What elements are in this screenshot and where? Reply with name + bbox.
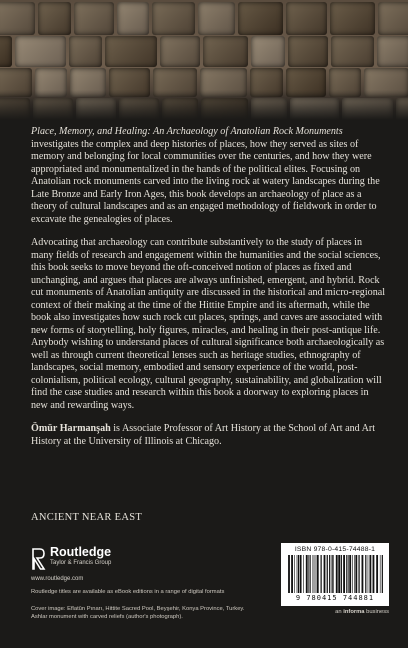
publisher-url[interactable]: www.routledge.com	[31, 576, 84, 582]
cover-credit-line-2: Ashlar monument with carved reliefs (author's photograph).	[31, 614, 183, 620]
barcode-bar	[368, 555, 369, 593]
routledge-logo-icon	[31, 547, 46, 571]
barcode-bar	[380, 555, 381, 593]
barcode-bar	[382, 555, 383, 593]
barcode-icon	[284, 555, 386, 593]
barcode-bar	[376, 555, 378, 593]
photo-fade	[0, 90, 408, 120]
cover-photo-stone-wall	[0, 0, 408, 120]
stone-block	[251, 36, 285, 67]
isbn-barcode	[281, 543, 389, 606]
barcode-bar	[346, 555, 347, 593]
barcode-bar	[308, 555, 309, 593]
informa-prefix: an	[335, 609, 344, 615]
barcode-bar	[321, 555, 322, 593]
stone-block	[203, 36, 248, 67]
cover-credit-line-1: Cover image: Eflatûn Pınarı, Hittite Sacred Pool, Beyşehir, Konya Province, Turkey.	[31, 606, 245, 612]
barcode-bar	[303, 555, 304, 593]
barcode-bar	[329, 555, 330, 593]
stone-block	[331, 36, 374, 67]
informa-suffix: business	[364, 609, 389, 615]
barcode-bar	[313, 555, 314, 593]
stone-block	[330, 2, 375, 35]
barcode-bar	[373, 555, 375, 593]
stone-block	[0, 36, 12, 67]
stone-block	[160, 36, 200, 67]
stone-block	[378, 2, 408, 35]
barcode-bar	[332, 555, 333, 593]
barcode-bar	[355, 555, 357, 593]
author-bio-text: is Associate Professor of Art History at the School of Art and Art History at the University of Illinois at Chicago.	[31, 423, 376, 447]
stone-block	[15, 36, 66, 67]
barcode-bar	[291, 555, 293, 593]
barcode-bar	[343, 555, 345, 593]
author-name: Ömür Harmanşah	[31, 423, 111, 434]
book-title: Place, Memory, and Healing: An Archaeology of Anatolian Rock Monuments	[31, 126, 343, 137]
stone-block	[288, 36, 328, 67]
barcode-bar	[288, 555, 290, 593]
stone-block	[152, 2, 195, 35]
barcode-bar	[310, 555, 311, 593]
stone-block	[377, 36, 408, 67]
barcode-bar	[316, 555, 317, 593]
barcode-bar	[324, 555, 326, 593]
stone-block	[74, 2, 114, 35]
publisher-group: Taylor & Francis Group	[50, 560, 112, 566]
barcode-bar	[349, 555, 351, 593]
isbn-number: ISBN 978-0-415-74488-1	[294, 546, 376, 553]
barcode-bar	[352, 555, 353, 593]
stone-block	[117, 2, 149, 35]
stone-block	[0, 2, 35, 35]
barcode-bar	[365, 555, 366, 593]
stone-block	[69, 36, 102, 67]
back-cover-blurb	[31, 126, 386, 459]
barcode-digits: 9 780415 744881	[295, 594, 375, 602]
informa-brand: informa	[343, 609, 365, 615]
barcode-bar	[306, 555, 308, 593]
ebook-note: Routledge titles are available as eBook editions in a range of digital formats	[31, 589, 225, 595]
barcode-bar	[297, 555, 298, 593]
stone-block	[286, 2, 327, 35]
barcode-bar	[358, 555, 359, 593]
barcode-bar	[338, 555, 340, 593]
barcode-bar	[354, 555, 355, 593]
barcode-bar	[348, 555, 349, 593]
publisher-footer	[31, 545, 389, 645]
barcode-bar	[317, 555, 319, 593]
barcode-bar	[362, 555, 364, 593]
barcode-bar	[298, 555, 299, 593]
barcode-bar	[333, 555, 334, 593]
series-label: ANCIENT NEAR EAST	[31, 512, 143, 523]
barcode-bar	[300, 555, 302, 593]
stone-block	[238, 2, 283, 35]
barcode-bar	[314, 555, 315, 593]
publisher-name: Routledge	[50, 545, 112, 559]
barcode-bar	[327, 555, 328, 593]
stone-block	[198, 2, 235, 35]
cover-image-credit	[31, 605, 281, 621]
barcode-bar	[341, 555, 342, 593]
barcode-bar	[369, 555, 371, 593]
barcode-bar	[336, 555, 338, 593]
author-bio	[31, 423, 386, 448]
stone-block	[38, 2, 71, 35]
blurb-paragraph-1-text: investigates the complex and deep histories of places, how they served as sites of memory and belonging for local communities over the centuries, and how they were appropriated and monumentalized in the hands of the political elites. Focusing on Anatolian rock monuments carved into the living rock at watery landscapes during the Late Bronze and Early Iron Ages, this book develops an archaeology of place as a theory of cultural landscapes and as an engaged methodology of fieldwork in order to excavate the genealogies of places.	[31, 138, 380, 225]
blurb-paragraph-2: Advocating that archaeology can contribute substantively to the study of places in many fields of research and engagement within the humanities and the social sciences, this book seeks to move beyond the oft-conceived notion of places as fixed and unchanging, and argues that places are always unfinished, emergent, and hybrid. Rock cut monuments of Anatolian antiquity are discussed in the historical and micro-regional context of their making at the time of the Hittite Empire and its aftermath, while the book also investigates how such rock cut places, springs, and caves are associated with new forms of storytelling, holy figures, miracles, and healing in their post-antique life. Anybody wishing to understand places of cultural significance both archaeologically as well as through current theoretical lenses such as heritage studies, ethnography of landscapes, social memory, embodied and sensory experience of the world, post-colonialism, political ecology, cultural geography, sustainability, and globalization will find the case studies and research within this book a doorway to exploring places in new and rewarding ways.	[31, 237, 386, 411]
barcode-bar	[294, 555, 295, 593]
informa-business-tag	[335, 609, 389, 615]
blurb-paragraph-1	[31, 126, 386, 226]
stone-block	[105, 36, 157, 67]
